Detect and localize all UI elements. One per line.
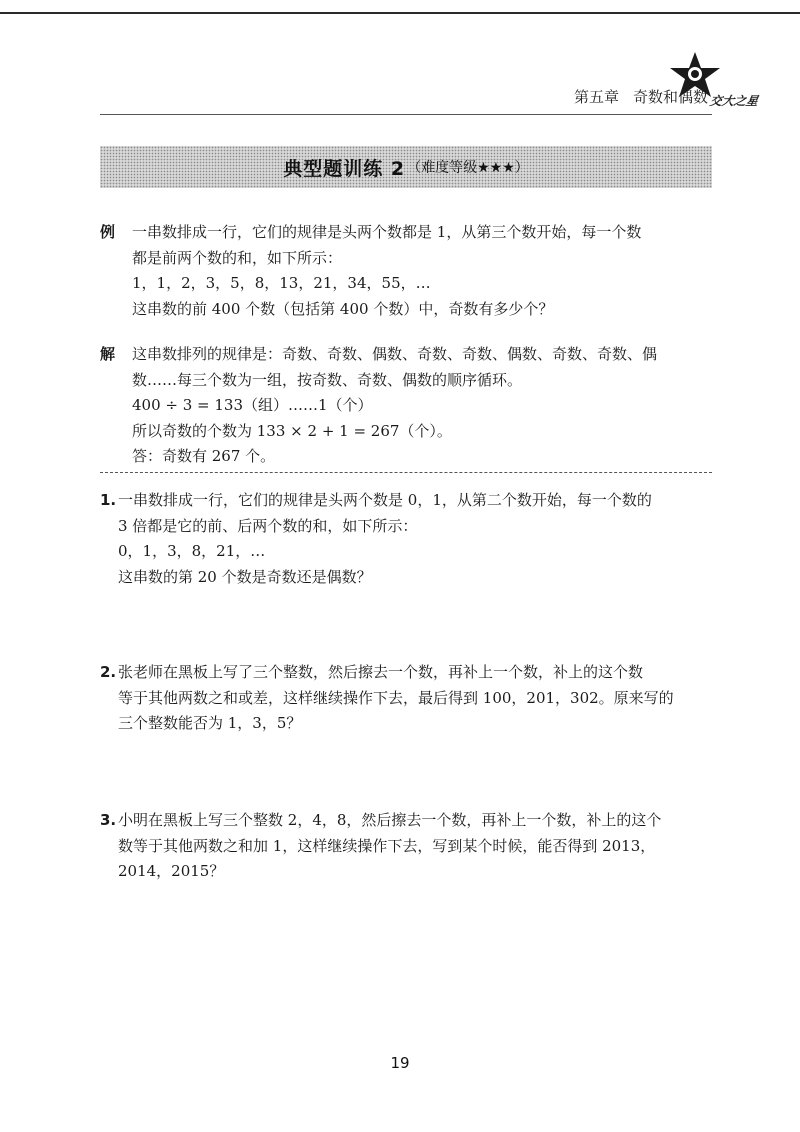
dashed-divider (100, 472, 712, 473)
chapter-title: 奇数和偶数 (632, 88, 708, 106)
running-header (574, 86, 708, 107)
section-title-banner (100, 146, 712, 188)
example-line: 1，1，2，3，5，8，13，21，34，55，… (132, 274, 431, 292)
example-line: 一串数排成一行，它们的规律是头两个数都是 1，从第三个数开始，每一个数 (132, 223, 642, 241)
question-number: 1. (100, 491, 117, 509)
difficulty-rating: （难度等级★★★） (407, 160, 529, 176)
question-line: 数等于其他两数之和加 1，这样继续操作下去，写到某个时候，能否得到 2013， (118, 836, 656, 855)
question-3 (100, 808, 720, 885)
solution-line: 这串数排列的规律是：奇数、奇数、偶数、奇数、奇数、偶数、奇数、奇数、偶 (132, 345, 658, 363)
solution-line: 答：奇数有 267 个。 (132, 447, 276, 465)
question-line: 等于其他两数之和或差，这样继续操作下去，最后得到 100，201，302。原来写的 (118, 688, 674, 707)
page-number: 19 (390, 1054, 410, 1072)
question-1 (100, 488, 720, 590)
brand-logo-text: 交大之星 (708, 94, 760, 108)
question-line: 2014，2015？ (118, 862, 225, 880)
solution-line: 所以奇数的个数为 133 × 2 + 1 = 267（个）。 (132, 421, 452, 440)
question-line: 三个整数能否为 1，3，5？ (118, 714, 302, 732)
solution-line: 400 ÷ 3 = 133（组）……1（个） (132, 396, 373, 414)
question-line: 这串数的第 20 个数是奇数还是偶数？ (118, 567, 372, 586)
question-number: 3. (100, 811, 117, 829)
header-rule (100, 114, 712, 115)
example-line: 都是前两个数的和，如下所示： (132, 248, 343, 267)
section-title: 典型题训练 2 (283, 157, 406, 180)
chapter-label: 第五章 (573, 88, 619, 106)
solution-label: 解 (100, 345, 116, 363)
question-number: 2. (100, 663, 117, 681)
question-line: 小明在黑板上写三个整数 2，4，8，然后擦去一个数，再补上一个数，补上的这个 (118, 811, 662, 829)
top-border-rule (0, 12, 800, 14)
example-block (100, 220, 720, 322)
example-label: 例 (100, 223, 116, 241)
solution-line: 数……每三个数为一组，按奇数、奇数、偶数的顺序循环。 (132, 370, 523, 389)
question-line: 一串数排成一行，它们的规律是头两个数是 0，1，从第二个数开始，每一个数的 (118, 491, 652, 509)
solution-block (100, 342, 720, 470)
example-line: 这串数的前 400 个数（包括第 400 个数）中，奇数有多少个？ (132, 299, 554, 318)
question-line: 0，1，3，8，21，… (118, 542, 266, 560)
question-2 (100, 660, 720, 737)
question-line: 张老师在黑板上写了三个整数，然后擦去一个数，再补上一个数，补上的这个数 (118, 663, 644, 681)
question-line: 3 倍都是它的前、后两个数的和，如下所示： (118, 516, 418, 535)
